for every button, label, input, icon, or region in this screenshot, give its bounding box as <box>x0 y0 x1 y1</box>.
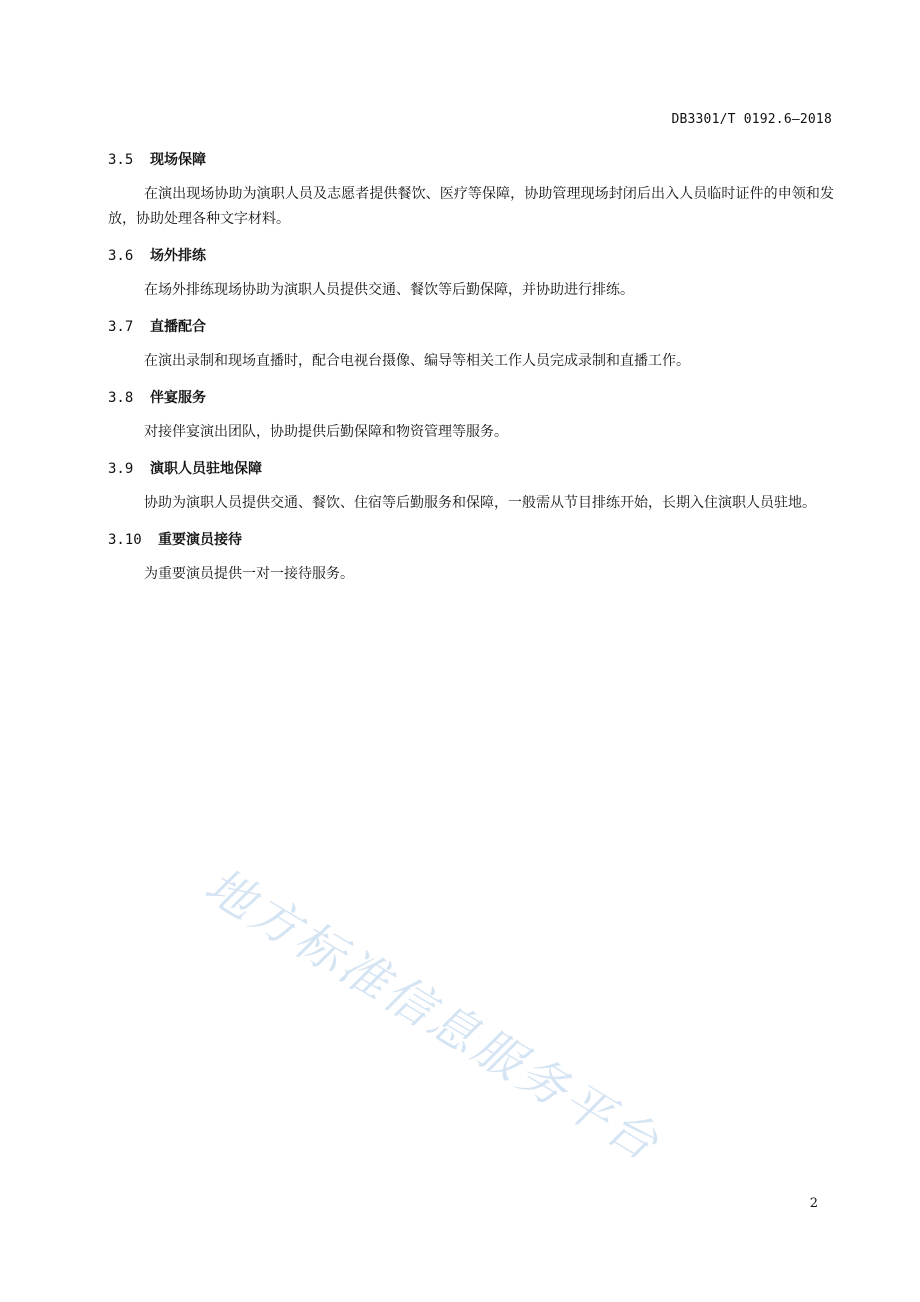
section-number: 3.10 <box>108 532 142 548</box>
page-number: 2 <box>809 1196 818 1211</box>
section-body: 在场外排练现场协助为演职人员提供交通、餐饮等后勤保障，并协助进行排练。 <box>144 282 634 298</box>
section-title: 直播配合 <box>150 319 206 335</box>
section-title: 场外排练 <box>150 248 206 264</box>
section-number: 3.8 <box>108 390 134 406</box>
section-number: 3.7 <box>108 319 134 335</box>
section-heading <box>108 457 834 481</box>
section-body: 为重要演员提供一对一接待服务。 <box>144 566 354 582</box>
section-3-10 <box>108 528 834 587</box>
section-heading <box>108 244 834 268</box>
section-body: 在演出录制和现场直播时，配合电视台摄像、编导等相关工作人员完成录制和直播工作。 <box>144 353 690 369</box>
section-number: 3.6 <box>108 248 134 264</box>
document-content <box>108 148 834 599</box>
section-heading <box>108 386 834 410</box>
section-title: 现场保障 <box>150 152 206 168</box>
section-3-9 <box>108 457 834 516</box>
section-heading <box>108 148 834 172</box>
section-body: 协助为演职人员提供交通、餐饮、住宿等后勤服务和保障，一般需从节目排练开始，长期入住演职人员驻地。 <box>144 495 816 511</box>
watermark: 地方标准信息服务平台 <box>195 857 671 1174</box>
section-3-8 <box>108 386 834 445</box>
section-body: 对接伴宴演出团队，协助提供后勤保障和物资管理等服务。 <box>144 424 508 440</box>
section-body: 在演出现场协助为演职人员及志愿者提供餐饮、医疗等保障，协助管理现场封闭后出入人员临时证件的申领和发放，协助处理各种文字材料。 <box>108 186 834 227</box>
section-number: 3.5 <box>108 152 134 168</box>
section-title: 伴宴服务 <box>150 390 206 406</box>
section-3-5 <box>108 148 834 232</box>
section-heading <box>108 528 834 552</box>
section-3-6 <box>108 244 834 303</box>
section-title: 演职人员驻地保障 <box>150 461 262 477</box>
section-number: 3.9 <box>108 461 134 477</box>
document-code: DB3301/T 0192.6—2018 <box>671 112 832 127</box>
section-heading <box>108 315 834 339</box>
section-title: 重要演员接待 <box>158 532 242 548</box>
section-3-7 <box>108 315 834 374</box>
